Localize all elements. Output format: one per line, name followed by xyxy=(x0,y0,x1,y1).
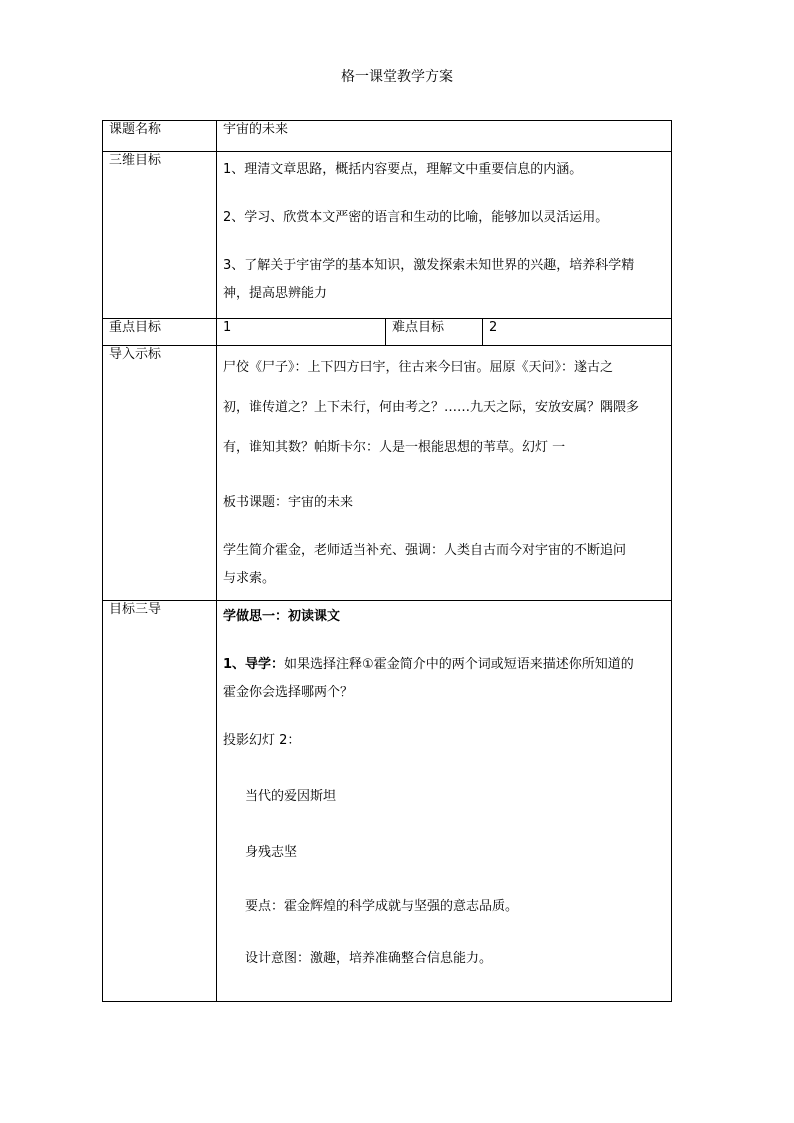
lesson-title-value: 宇宙的未来 xyxy=(217,121,672,152)
key-point-value: 1 xyxy=(217,319,386,346)
row-key-points xyxy=(103,319,672,346)
design-intent: 设计意图：激趣，培养准确整合信息能力。 xyxy=(245,951,493,966)
guide-heading: 学做思一：初读课文 xyxy=(223,609,341,624)
answer-item: 身残志坚 xyxy=(245,845,298,860)
row-three-dimensional-goals xyxy=(103,152,672,319)
guide-heading-line xyxy=(223,601,665,631)
slide-label: 投影幻灯 2： xyxy=(223,733,301,748)
page-title: 格一课堂教学方案 xyxy=(341,69,453,85)
goal-item: 3、了解关于宇宙学的基本知识，激发探索未知世界的兴趣，培养科学精 xyxy=(223,258,635,273)
key-point-label: 重点目标 xyxy=(103,319,217,346)
intro-line: 学生简介霍金，老师适当补充、强调：人类自古而今对宇宙的不断追问 xyxy=(223,543,627,558)
difficult-point-label: 难点目标 xyxy=(386,319,483,346)
intro-label: 导入示标 xyxy=(103,346,217,601)
goal-item: 2、学习、欣赏本文严密的语言和生动的比喻，能够加以灵活运用。 xyxy=(223,210,609,225)
guide-question-cont: 霍金你会选择哪两个？ xyxy=(223,685,354,700)
key-point-note: 要点：霍金辉煌的科学成就与坚强的意志品质。 xyxy=(245,899,519,914)
row-target-guidance xyxy=(103,601,672,1002)
board-title: 板书课题：宇宙的未来 xyxy=(223,495,354,510)
guide-content xyxy=(217,601,672,1002)
intro-line: 与求索。 xyxy=(223,571,276,586)
intro-content xyxy=(217,346,672,601)
row-lesson-title xyxy=(103,121,672,152)
difficult-point-value: 2 xyxy=(483,319,672,346)
intro-line: 有，谁知其数？帕斯卡尔：人是一根能思想的苇草。幻灯 一 xyxy=(223,440,566,455)
guide-question-prefix: 1、导学： xyxy=(223,657,285,672)
guide-label: 目标三导 xyxy=(103,601,217,1002)
guide-question xyxy=(223,651,665,679)
goal-item: 1、理清文章思路，概括内容要点，理解文中重要信息的内涵。 xyxy=(223,162,583,177)
goals-content xyxy=(217,152,672,319)
intro-line: 尸佼《尸子》：上下四方曰宇，往古来今曰宙。屈原《天问》：遂古之 xyxy=(223,360,614,375)
goal-item: 神，提高思辨能力 xyxy=(223,286,328,301)
intro-line: 初，谁传道之？上下未行，何由考之？……九天之际，安放安属？隅隈多 xyxy=(223,400,640,415)
lesson-title-label: 课题名称 xyxy=(103,121,217,152)
goals-label: 三维目标 xyxy=(103,152,217,319)
guide-question-text: 如果选择注释①霍金简介中的两个词或短语来描述你所知道的 xyxy=(284,657,634,672)
answer-item: 当代的爱因斯坦 xyxy=(245,789,337,804)
lesson-plan-table xyxy=(102,120,672,1002)
row-introduction xyxy=(103,346,672,601)
